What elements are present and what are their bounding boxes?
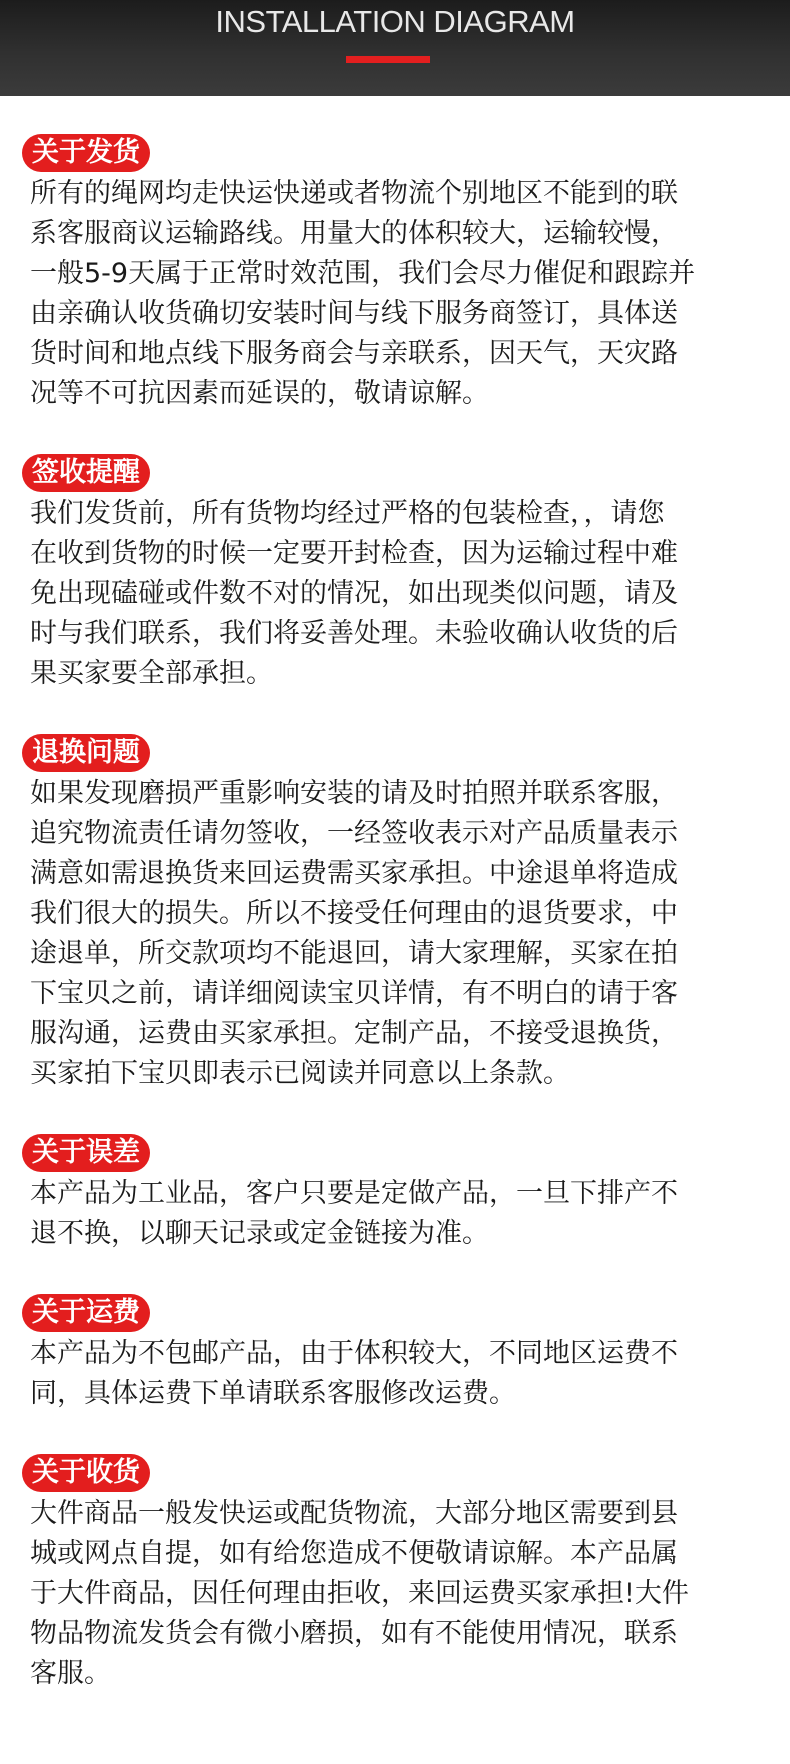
text-line: 在收到货物的时候一定要开封检查，因为运输过程中难 <box>30 538 678 569</box>
text-line: 我们很大的损失。所以不接受任何理由的退货要求，中 <box>30 898 678 929</box>
text-line: 大件商品一般发快运或配货物流，大部分地区需要到县 <box>30 1498 678 1529</box>
header-title: INSTALLATION DIAGRAM <box>215 4 575 39</box>
text-line: 系客服商议运输路线。用量大的体积较大，运输较慢， <box>30 218 678 249</box>
text-line: 货时间和地点线下服务商会与亲联系，因天气，天灾路 <box>30 338 678 369</box>
section-tag-tolerance: 关于误差 <box>22 1134 150 1172</box>
text-line: 所有的绳网均走快运快递或者物流个别地区不能到的联 <box>30 178 678 209</box>
text-line: 一般5-9天属于正常时效范围，我们会尽力催促和跟踪并 <box>30 258 696 289</box>
text-line: 满意如需退换货来回运费需买家承担。中途退单将造成 <box>30 858 678 889</box>
section-tag-shipping: 关于发货 <box>22 134 150 172</box>
text-line: 免出现磕碰或件数不对的情况，如出现类似问题，请及 <box>30 578 678 609</box>
text-line: 由亲确认收货确切安装时间与线下服务商签订，具体送 <box>30 298 678 329</box>
text-line: 途退单，所交款项均不能退回，请大家理解，买家在拍 <box>30 938 678 969</box>
text-line: 本产品为不包邮产品，由于体积较大，不同地区运费不 <box>30 1338 678 1369</box>
text-line: 同，具体运费下单请联系客服修改运费。 <box>30 1378 516 1409</box>
text-line: 追究物流责任请勿签收，一经签收表示对产品质量表示 <box>30 818 678 849</box>
text-line: 果买家要全部承担。 <box>30 658 273 689</box>
text-line: 我们发货前，所有货物均经过严格的包装检查，，请您 <box>30 498 665 529</box>
section-tag-signing-reminder: 签收提醒 <box>22 454 150 492</box>
header-underline-accent <box>346 56 430 63</box>
text-line: 本产品为工业品，客户只要是定做产品，一旦下排产不 <box>30 1178 678 1209</box>
text-line: 客服。 <box>30 1658 111 1689</box>
section-body-signing-reminder <box>30 494 770 694</box>
section-body-receiving <box>30 1494 770 1694</box>
text-line: 服沟通，运费由买家承担。定制产品，不接受退换货， <box>30 1018 678 1049</box>
text-line: 买家拍下宝贝即表示已阅读并同意以上条款。 <box>30 1058 570 1089</box>
text-line: 如果发现磨损严重影响安装的请及时拍照并联系客服， <box>30 778 678 809</box>
text-line: 退不换，以聊天记录或定金链接为准。 <box>30 1218 489 1249</box>
text-line: 城或网点自提，如有给您造成不便敬请谅解。本产品属 <box>30 1538 678 1569</box>
section-tag-receiving: 关于收货 <box>22 1454 150 1492</box>
text-line: 时与我们联系，我们将妥善处理。未验收确认收货的后 <box>30 618 678 649</box>
section-tag-returns: 退换问题 <box>22 734 150 772</box>
section-body-tolerance <box>30 1174 770 1254</box>
text-line: 下宝贝之前，请详细阅读宝贝详情，有不明白的请于客 <box>30 978 678 1009</box>
text-line: 于大件商品，因任何理由拒收，来回运费买家承担!大件 <box>30 1578 689 1609</box>
section-body-returns <box>30 774 770 1094</box>
text-line: 况等不可抗因素而延误的，敬请谅解。 <box>30 378 489 409</box>
header-banner <box>0 0 790 96</box>
section-body-freight <box>30 1334 770 1414</box>
text-line: 物品物流发货会有微小磨损，如有不能使用情况，联系 <box>30 1618 678 1649</box>
section-body-shipping <box>30 174 770 414</box>
section-tag-freight: 关于运费 <box>22 1294 150 1332</box>
